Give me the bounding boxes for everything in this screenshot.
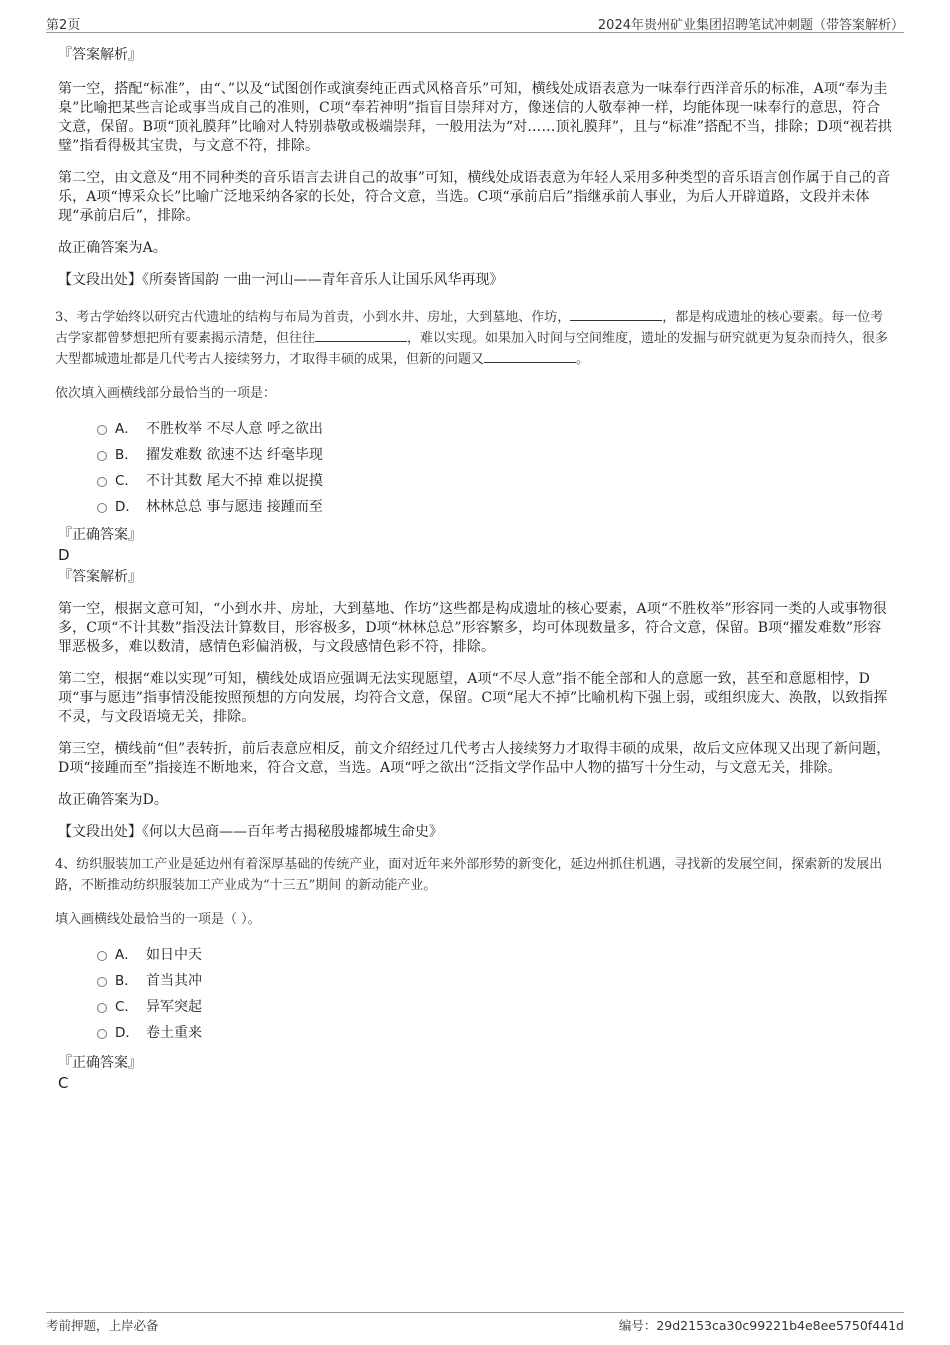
document-title: 2024年贵州矿业集团招聘笔试冲刺题（带答案解析） (597, 18, 904, 33)
blank-line (484, 350, 576, 363)
option-b[interactable]: B． 擢发难数 欲速不达 纤毫毕现 (58, 442, 893, 468)
correct-answer-label: 『正确答案』 (58, 1055, 142, 1071)
source-citation (58, 823, 893, 842)
radio-button[interactable] (97, 951, 107, 961)
radio-button[interactable] (97, 425, 107, 435)
blank-line (315, 329, 407, 342)
analysis-paragraph: 第二空，根据“难以实现”可知，横线处成语应强调无法实现愿望，A项“不尽人意”指不能全部和人的意愿一致，甚至和意愿相悖，D项“事与愿违”指事情没能按照预想的方向发展，均符合文意，保留。C项“尾大不掉”比喻机构下强上弱，或组织庞大、涣散，以致指挥不灵，与文段语境无关，排除。 (58, 671, 888, 725)
correct-answer-label: 『正确答案』 (58, 527, 142, 543)
analysis-paragraph: 第一空，搭配“标准”，由“、”以及“试图创作或演奏纯正西式风格音乐”可知，横线处成语表意为一味奉行西洋音乐的标准，A项“奉为圭臬”比喻把某些言论或事当成自己的准则，C项“奉若神明”指盲目崇拜对方，像迷信的人敬奉神一样，均能体现一味奉行的意思，符合文意，保留。B项“顶礼膜拜”比喻对人特别恭敬或极端崇拜，一般用法为“对……顶礼膜拜”，且与“标准”搭配不当，排除；D项“视若拱璧”指看得极其宝贵，与文意不符，排除。 (58, 81, 892, 154)
correct-answer: C (58, 1074, 69, 1092)
question-4-text: 4、纺织服装加工产业是延边州有着深厚基础的传统产业，面对近年来外部形势的新变化，延边州抓住机遇，寻找新的发展空间，探索新的发展出路，不断推动纺织服装加工产业成为“十三五”期间 的新动能产业。 (55, 857, 883, 893)
option-b[interactable]: B． 首当其冲 (58, 968, 893, 994)
radio-button[interactable] (97, 477, 107, 487)
conclusion-text: 故正确答案为A。 (58, 240, 167, 256)
analysis-label: 『答案解析』 (58, 47, 142, 63)
option-d[interactable]: D． 林林总总 事与愿违 接踵而至 (58, 494, 893, 520)
option-a[interactable]: A． 如日中天 (58, 942, 893, 968)
option-d[interactable]: D． 卷土重来 (58, 1020, 893, 1046)
blank-line (570, 308, 662, 321)
analysis-paragraph: 第三空，横线前“但”表转折，前后表意应相反，前文介绍经过几代考古人接续努力才取得丰硕的成果，故后文应体现又出现了新问题，D项“接踵而至”指接连不断地来，符合文意，当选。A项“呼之欲出”泛指文学作品中人物的描写十分生动，与文意无关，排除。 (58, 741, 891, 776)
correct-answer: D (58, 546, 70, 564)
radio-button[interactable] (97, 1029, 107, 1039)
analysis-paragraph: 第一空，根据文意可知，“小到水井、房址，大到墓地、作坊”这些都是构成遗址的核心要素，A项“不胜枚举”形容同一类的人或事物很多，C项“不计其数”指没法计算数目，形容极多，D项“林林总总”形容繁多，均可体现数量多，符合文意，保留。B项“擢发难数”形容罪恶极多，难以数清，感情色彩偏消极，与文段感情色彩不符，排除。 (58, 601, 887, 655)
question-4-prompt: 填入画横线处最恰当的一项是（ ）。 (55, 912, 261, 927)
page-header (46, 12, 904, 33)
page-content (55, 44, 893, 1092)
page-number: 第2页 (46, 18, 81, 33)
conclusion-text: 故正确答案为D。 (58, 792, 169, 808)
document-code: 编号：29d2153ca30c99221b4e8ee5750f441d (618, 1318, 904, 1333)
question-3-options (58, 416, 893, 520)
option-c[interactable]: C． 不计其数 尾大不掉 难以捉摸 (58, 468, 893, 494)
question-4-options (58, 942, 893, 1046)
radio-button[interactable] (97, 503, 107, 513)
source-citation (58, 271, 893, 290)
source-title: 《所奏皆国韵 一曲一河山——青年音乐人让国乐风华再现》 (142, 272, 504, 288)
footer-slogan: 考前押题，上岸必备 (46, 1318, 159, 1333)
question-3-prompt: 依次填入画横线部分最恰当的一项是： (55, 386, 277, 401)
source-label: 【文段出处】 (58, 824, 142, 840)
analysis-label: 『答案解析』 (58, 569, 142, 585)
radio-button[interactable] (97, 1003, 107, 1013)
question-3-text: 3、考古学始终以研究古代遗址的结构与布局为首责，小到水井、房址，大到墓地、作坊， ，都是构成遗址的核心要素。每一位考古学家都曾梦想把所有要素揭示清楚，但往往 ，难以实现。如果加入时间与空间维度，遗址的发掘与研究就更为复杂而持久，很多大型都城遗址都是几代考古人接续努力，才取得丰硕的成果，但新的问题又 。 (55, 310, 889, 367)
radio-button[interactable] (97, 451, 107, 461)
page-footer (46, 1312, 904, 1335)
source-label: 【文段出处】 (58, 272, 142, 288)
analysis-paragraph: 第二空，由文意及“用不同种类的音乐语言去讲自己的故事”可知，横线处成语表意为年轻人采用多种类型的音乐语言创作属于自己的音乐，A项“博采众长”比喻广泛地采纳各家的长处，符合文意，当选。C项“承前启后”指继承前人事业，为后人开辟道路，文段并未体现“承前启后”，排除。 (58, 170, 891, 224)
option-c[interactable]: C． 异军突起 (58, 994, 893, 1020)
source-title: 《何以大邑商——百年考古揭秘殷墟都城生命史》 (142, 824, 443, 840)
radio-button[interactable] (97, 977, 107, 987)
option-a[interactable]: A． 不胜枚举 不尽人意 呼之欲出 (58, 416, 893, 442)
